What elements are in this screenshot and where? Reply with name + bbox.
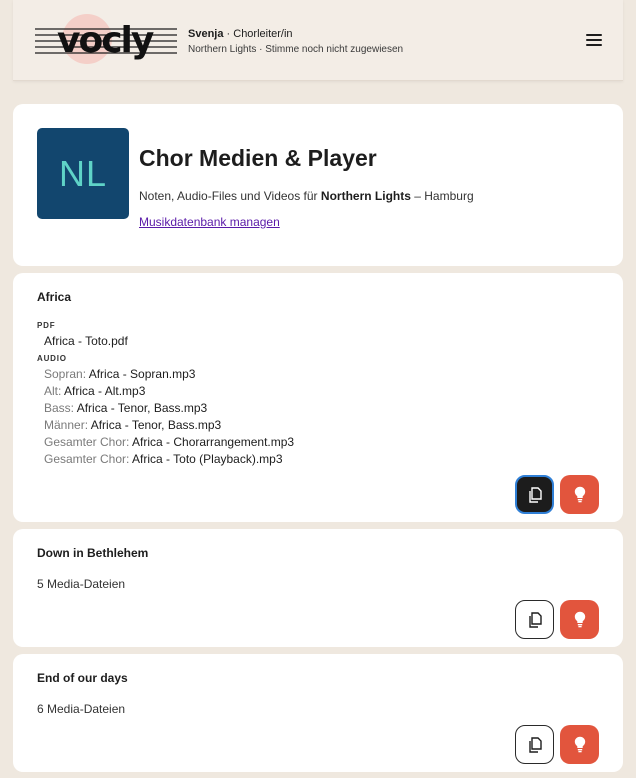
- audio-item[interactable]: [44, 418, 221, 432]
- lightbulb-button[interactable]: [560, 600, 599, 639]
- desc-choir: Northern Lights: [320, 189, 411, 203]
- hero-card: [13, 104, 623, 266]
- audio-voice: Gesamter Chor:: [44, 452, 130, 466]
- song-title: Down in Bethlehem: [37, 546, 149, 560]
- user-role: Chorleiter/in: [233, 28, 293, 40]
- user-info: [188, 27, 403, 58]
- audio-file: Africa - Tenor, Bass.mp3: [76, 401, 208, 415]
- voice-status: Stimme noch nicht zugewiesen: [265, 44, 404, 55]
- user-name: Svenja: [188, 28, 224, 40]
- logo-text: vocly: [57, 20, 153, 61]
- desc-suffix: – Hamburg: [414, 189, 474, 203]
- media-count: 6 Media-Dateien: [37, 702, 126, 716]
- lightbulb-icon: [574, 611, 586, 628]
- audio-item[interactable]: [44, 384, 145, 398]
- page-title: Chor Medien & Player: [139, 145, 377, 171]
- song-title: End of our days: [37, 671, 128, 685]
- choir-status-line: Northern Lights · Stimme noch nicht zugewiesen: [188, 44, 404, 55]
- audio-voice: Sopran:: [44, 367, 87, 381]
- audio-file: Africa - Sopran.mp3: [88, 367, 196, 381]
- song-card-end-of-our-days: [13, 654, 623, 772]
- media-count: 5 Media-Dateien: [37, 577, 126, 591]
- desc-prefix: Noten, Audio-Files und Videos für: [139, 189, 318, 203]
- page-description: [139, 189, 474, 203]
- audio-item[interactable]: [44, 401, 207, 415]
- user-line: Svenja · Chorleiter/in: [188, 28, 293, 40]
- audio-file: Africa - Alt.mp3: [64, 384, 146, 398]
- documents-icon: [528, 612, 542, 628]
- audio-file: Africa - Tenor, Bass.mp3: [90, 418, 222, 432]
- vocly-logo[interactable]: [35, 12, 177, 68]
- audio-voice: Bass:: [44, 401, 75, 415]
- song-title: Africa: [37, 290, 72, 304]
- choir-name: Northern Lights: [188, 44, 257, 55]
- audio-item[interactable]: [44, 452, 283, 466]
- documents-icon: [528, 487, 542, 503]
- app-header: [13, 0, 623, 81]
- song-card-down-in-bethlehem: [13, 529, 623, 647]
- audio-label: AUDIO: [37, 354, 67, 363]
- song-card-africa: [13, 273, 623, 522]
- audio-file: Africa - Toto (Playback).mp3: [132, 452, 283, 466]
- pdf-file[interactable]: Africa - Toto.pdf: [44, 334, 128, 348]
- documents-button[interactable]: [515, 600, 554, 639]
- lightbulb-icon: [574, 486, 586, 503]
- audio-item[interactable]: [44, 367, 195, 381]
- documents-icon: [528, 737, 542, 753]
- documents-button[interactable]: [515, 475, 554, 514]
- audio-voice: Männer:: [44, 418, 89, 432]
- lightbulb-button[interactable]: [560, 475, 599, 514]
- audio-voice: Alt:: [44, 384, 62, 398]
- choir-badge: NL: [37, 128, 129, 219]
- lightbulb-icon: [574, 736, 586, 753]
- audio-file: Africa - Chorarrangement.mp3: [132, 435, 295, 449]
- audio-voice: Gesamter Chor:: [44, 435, 130, 449]
- pdf-label: PDF: [37, 321, 56, 330]
- manage-database-link[interactable]: Musikdatenbank managen: [139, 215, 280, 229]
- hamburger-icon[interactable]: [586, 34, 602, 48]
- lightbulb-button[interactable]: [560, 725, 599, 764]
- documents-button[interactable]: [515, 725, 554, 764]
- audio-item[interactable]: [44, 435, 294, 449]
